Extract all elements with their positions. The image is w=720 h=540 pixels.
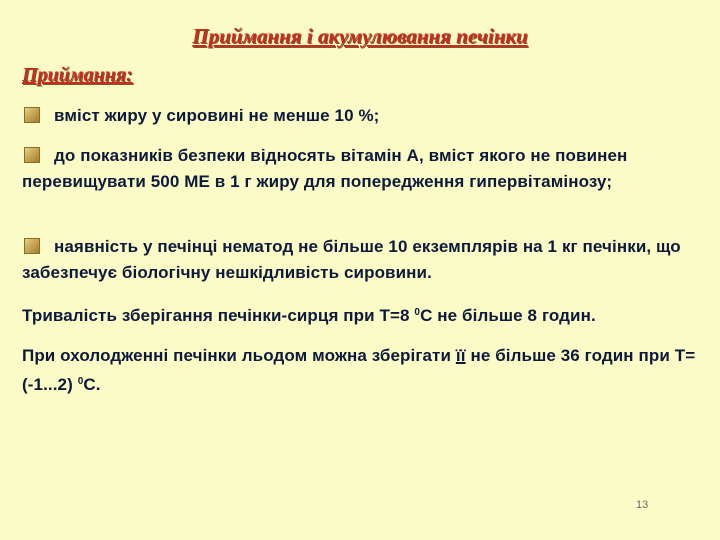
bullet-item xyxy=(22,234,702,286)
square-bullet-icon xyxy=(24,147,40,163)
section-heading: Приймання: xyxy=(22,64,133,86)
text-run: С не більше 8 годин. xyxy=(420,306,596,325)
text-run: С. xyxy=(83,375,101,394)
bullet-item xyxy=(22,103,702,129)
storage-ice-paragraph xyxy=(22,343,702,398)
text-run: Тривалість зберігання печінки-сирця при Т=8 xyxy=(22,306,415,325)
bullet-item xyxy=(22,143,702,195)
square-bullet-icon xyxy=(24,107,40,123)
text-run: не більше 36 годин при Т=(-1...2) xyxy=(22,346,696,394)
superscript: 0 xyxy=(414,307,421,318)
bullet-text: до показників безпеки відносять вітамін А, вміст якого не повинен перевищувати 500 МЕ в 1 г жиру для попередження гипервітамінозу; xyxy=(22,146,628,191)
bullet-text: наявність у печінці нематод не більше 10 екземплярів на 1 кг печінки, що забезпечує біологічну нешкідливість сировини. xyxy=(22,237,681,282)
storage-raw-paragraph xyxy=(22,300,702,329)
square-bullet-icon xyxy=(24,238,40,254)
slide-title: Приймання і акумулювання печінки xyxy=(192,24,528,48)
page-number: 13 xyxy=(636,499,649,511)
underlined-word: її xyxy=(455,346,466,365)
superscript: 0 xyxy=(77,376,84,387)
text-run: При охолодженні печінки льодом можна зберігати xyxy=(22,346,456,365)
bullet-text: вміст жиру у сировині не менше 10 %; xyxy=(54,106,380,125)
